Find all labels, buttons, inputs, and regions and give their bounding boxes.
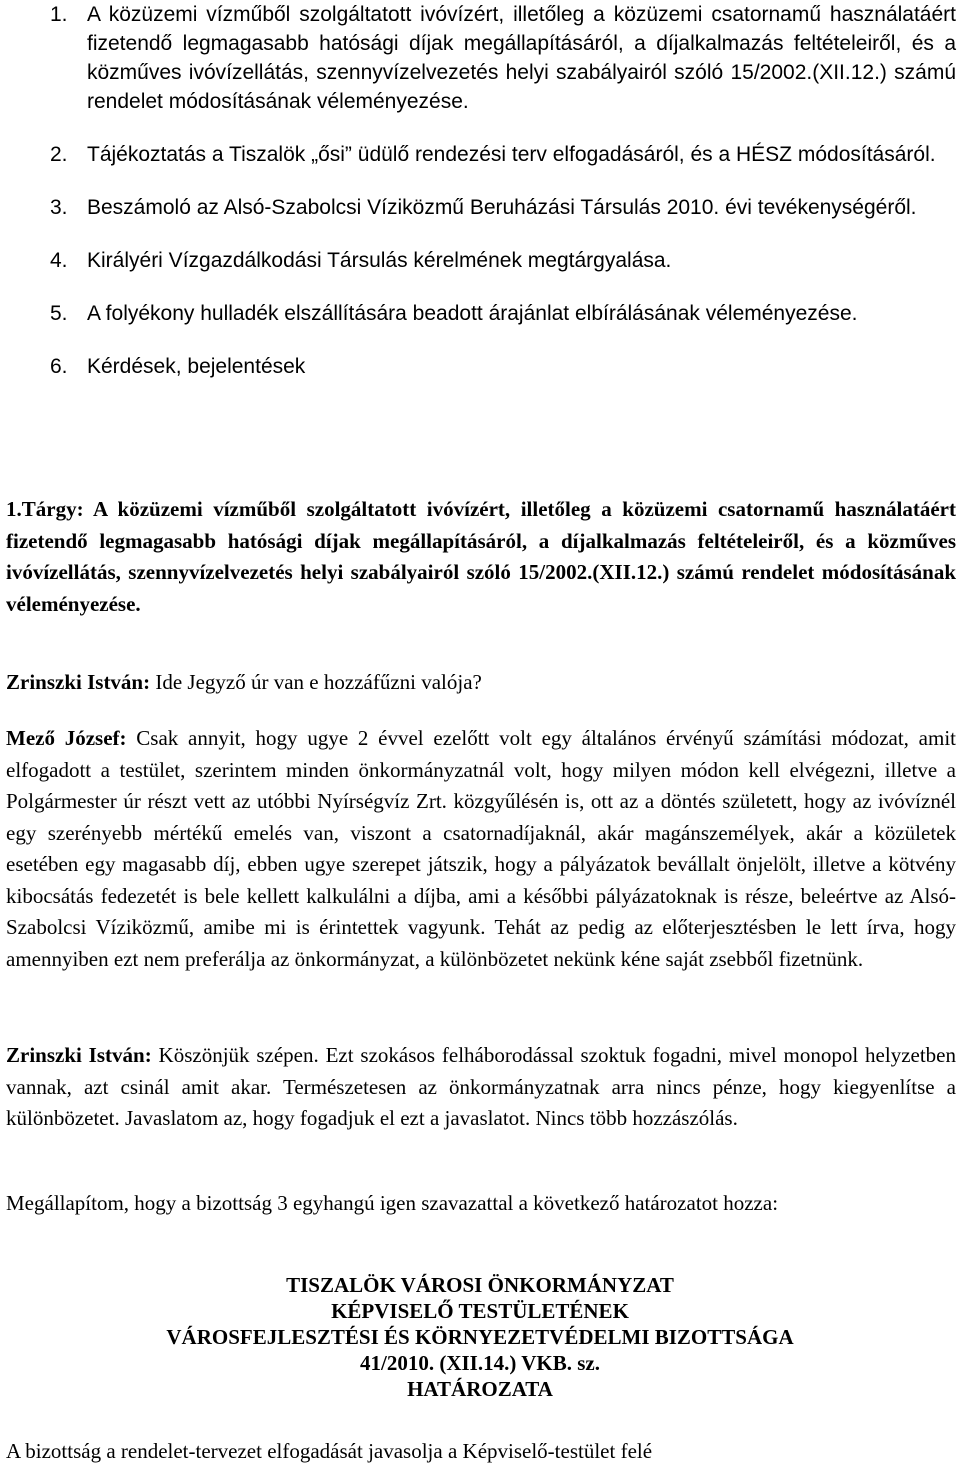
speech-text: Csak annyit, hogy ugye 2 évvel ezelőtt volt egy általános érvényű számítási módozat, amit elfogadott a testület, szerintem minden önkormányzatnál volt, hogy milyen módon kell elvégezni, illetve a Polgármester úr részt vett az utóbbi Nyírségvíz Zrt. közgyűlésén is, ott az a döntés született, hogy az ivóvíznél egy szerényebb mértékű emelés van, viszont a csatornadíjaknál, akár magánszemélyek, akár a közületek esetében egy magasabb díj, ebben ugye szerepet játszik, hogy a pályázatok bevállalt önjelölt, illetve a kötvény kibocsátás fedezetét is bele kellett kalkulálni a díjba, ami a későbbi pályázatoknak is része, beleértve az Alsó-Szabolcsi Víziközmű, amibe mi is érintettek vagyunk. Tehát az pedig az előterjesztésben le lett írva, hogy amennyiben ezt nem preferálja az önkormányzat, a különbözetet nekünk kéne saját zsebből fizetnünk. <box>6 726 957 971</box>
agenda-item <box>0 352 956 381</box>
agenda-item-text: Tájékoztatás a Tiszalök „ősi” üdülő rendezési terv elfogadásáról, és a HÉSZ módosításáról. <box>87 143 936 166</box>
resolution-heading <box>0 1272 960 1402</box>
speaker-name: Zrinszki István: <box>6 1043 152 1067</box>
agenda-item <box>0 193 956 222</box>
finding-paragraph: Megállapítom, hogy a bizottság 3 egyhangú igen szavazattal a következő határozatot hozza: <box>6 1191 779 1215</box>
agenda-item-number: 6. <box>50 355 68 378</box>
speech-paragraph <box>6 1040 956 1135</box>
speaker-name: Mező József: <box>6 726 127 750</box>
heading-line: VÁROSFEJLESZTÉSI ÉS KÖRNYEZETVÉDELMI BIZOTTSÁGA <box>166 1325 794 1349</box>
speech-text: Köszönjük szépen. Ezt szokásos felháborodással szoktuk fogadni, mivel monopol helyzetben vannak, azt csinál amit akar. Természetesen az önkormányzatnak arra nincs pénze, hogy kiegyenlítse a különbözetet. Javaslatom az, hogy fogadjuk el ezt a javaslatot. Nincs több hozzászólás. <box>6 1043 957 1130</box>
agenda-list <box>0 0 956 381</box>
agenda-item-text: A közüzemi vízműből szolgáltatott ivóvízért, illetőleg a közüzemi csatornamű használatáért fizetendő legmagasabb hatósági díjak megállapításáról, a díjalkalmazás feltételeiről, és a közműves ivóvízellátás, szennyvízelvezetés helyi szabályairól szóló 15/2002.(XII.12.) számú rendelet módosításának véleményezése. <box>87 3 956 113</box>
agenda-item-number: 3. <box>50 196 68 219</box>
speech-paragraph <box>6 723 956 975</box>
agenda-item <box>0 299 956 328</box>
agenda-item-text: Királyéri Vízgazdálkodási Társulás kérelmének megtárgyalása. <box>87 249 672 272</box>
agenda-item <box>0 0 956 116</box>
agenda-item <box>0 246 956 275</box>
speech-paragraph <box>6 667 956 699</box>
agenda-item-text: A folyékony hulladék elszállítására beadott árajánlat elbírálásának véleményezése. <box>87 302 858 325</box>
agenda-item <box>0 140 956 169</box>
agenda-item-number: 4. <box>50 249 68 272</box>
agenda-item-number: 2. <box>50 143 68 166</box>
agenda-item-number: 1. <box>50 3 68 26</box>
speaker-name: Zrinszki István: <box>6 670 151 694</box>
heading-line: KÉPVISELŐ TESTÜLETÉNEK <box>331 1299 629 1323</box>
agenda-item-text: Kérdések, bejelentések <box>87 355 306 378</box>
heading-line: HATÁROZATA <box>407 1377 553 1401</box>
heading-line: 41/2010. (XII.14.) VKB. sz. <box>360 1351 600 1375</box>
heading-line: TISZALÖK VÁROSI ÖNKORMÁNYZAT <box>286 1273 674 1297</box>
agenda-item-number: 5. <box>50 302 68 325</box>
speech-text: Ide Jegyző úr van e hozzáfűzni valója? <box>150 670 482 694</box>
final-line: A bizottság a rendelet-tervezet elfogadását javasolja a Képviselő-testület felé <box>6 1439 653 1463</box>
agenda-item-text: Beszámoló az Alsó-Szabolcsi Víziközmű Beruházási Társulás 2010. évi tevékenységéről. <box>87 196 917 219</box>
topic-heading: 1.Tárgy: A közüzemi vízműből szolgáltatott ivóvízért, illetőleg a közüzemi csatornamű használatáért fizetendő legmagasabb hatósági díjak megállapításáról, a díjalkalmazás feltételeiről, és a közműves ivóvízellátás, szennyvízelvezetés helyi szabályairól szóló 15/2002.(XII.12.) számú rendelet módosításának véleményezése. <box>6 497 956 616</box>
